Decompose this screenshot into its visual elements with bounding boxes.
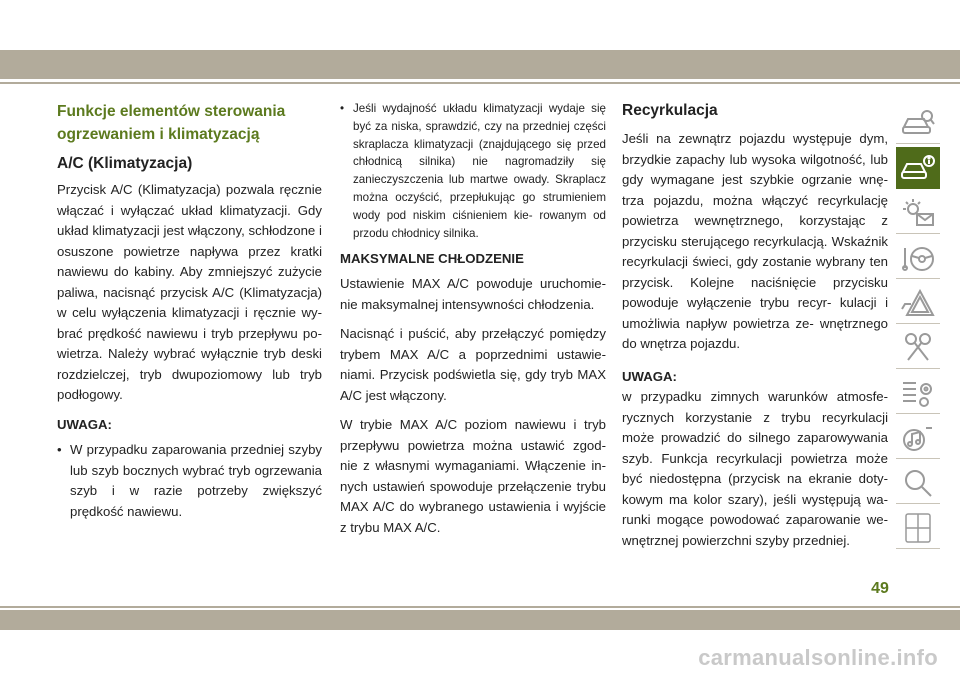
condenser-bullet bbox=[340, 100, 606, 242]
section-title-line-1: Funkcje elementów sterowania bbox=[57, 103, 286, 120]
watermark: carmanualsonline.info bbox=[698, 645, 938, 670]
warning-lights-message-icon bbox=[900, 197, 936, 229]
tab-warning-lights[interactable] bbox=[896, 192, 940, 234]
section-title-line-2: ogrzewaniem i klimatyzacją bbox=[57, 126, 260, 143]
column-3 bbox=[622, 100, 888, 560]
max-cooling-heading: MAKSYMALNE CHŁODZENIE bbox=[340, 251, 524, 267]
steering-wheel-airbag-icon bbox=[900, 242, 936, 274]
page-number: 49 bbox=[871, 580, 889, 597]
note-bullet-text: W przypadku zaparowania przedniej szyby lub szyb bocznych wybrać tryb ogrzewania szyb i w razie potrzeby zwiększyć prędkość nawiewu. bbox=[70, 442, 322, 519]
top-decorative-band bbox=[0, 50, 960, 79]
max-ac-paragraph-3: W trybie MAX A/C poziom nawiewu i tryb przepływu powietrza można ustawić zgod- nie z własnymi wymaganiami. Włączenie in- nych ustawień spowoduje przełączenie trybu MAX A/C do wybranego ustawienia i wyjście z trybu MAX A/C. bbox=[340, 417, 606, 535]
note-bullet bbox=[57, 440, 322, 522]
index-alphabet-icon bbox=[900, 512, 936, 544]
subsection-title: A/C (Klimatyzacja) bbox=[57, 155, 193, 172]
column-1 bbox=[57, 100, 322, 530]
car-magnifier-icon bbox=[900, 107, 936, 139]
tab-car-info[interactable] bbox=[896, 147, 940, 189]
hazard-triangle-car-icon bbox=[900, 287, 936, 319]
bottom-decorative-band bbox=[0, 610, 960, 630]
note-heading: UWAGA: bbox=[57, 416, 112, 432]
tab-index[interactable] bbox=[896, 507, 940, 549]
note-heading: UWAGA: bbox=[622, 368, 677, 384]
tab-search[interactable] bbox=[896, 462, 940, 504]
max-ac-paragraph-1: Ustawienie MAX A/C powoduje uruchomie- nie maksymalnej intensywności chłodzenia. bbox=[340, 276, 606, 312]
max-ac-paragraph-2: Nacisnąć i puścić, aby przełączyć pomiędzy trybem MAX A/C a poprzednimi ustawie- niami. Przycisk podświetla się, gdy tryb MAX A/C jest włączony. bbox=[340, 326, 606, 403]
search-magnifier-icon bbox=[900, 467, 936, 499]
ac-paragraph: Przycisk A/C (Klimatyzacja) pozwala ręcznie włączać i wyłączać układ klimatyzacji. Gdy układ klimatyzacji jest włączony, schłodzone i osuszone powietrze napływa przez kratki nawiewu do kabiny. Aby zmniejszyć zużycie paliwa, nacisnąć przycisk A/C (Klimatyzacja) w celu wyłączenia klimatyzacji i ręcznie wy- brać prędkość nawiewu i tryb przepływu po- wietrza. Należy wybrać wyłącznie tryb deski rozdzielczej, tryb dwupoziomowy lub tryb podłogowy. bbox=[57, 182, 322, 402]
column-2 bbox=[340, 100, 606, 547]
car-info-icon bbox=[900, 152, 936, 184]
tab-specifications[interactable] bbox=[896, 372, 940, 414]
tab-maintenance[interactable] bbox=[896, 327, 940, 369]
bullet-dot: • bbox=[57, 442, 62, 457]
chapter-tabs bbox=[896, 102, 940, 552]
tab-hazard[interactable] bbox=[896, 282, 940, 324]
bullet-dot: • bbox=[340, 102, 345, 115]
wrench-maintenance-icon bbox=[900, 332, 936, 364]
tab-multimedia[interactable] bbox=[896, 417, 940, 459]
condenser-bullet-text: Jeśli wydajność układu klimatyzacji wydaje się być za niska, sprawdzić, czy na przedniej części skraplacza klimatyzacji (znajdującego się przed chłodnicą silnika) nie nagromadziły się zanieczyszczenia lub martwe owady. Skraplacz można oczyścić, przepłukując go strumieniem wody pod niskim ciśnieniem kie- rowanym od przodu chłodnicy silnika. bbox=[353, 102, 606, 240]
recirculation-paragraph: Jeśli na zewnątrz pojazdu występuje dym, brzydkie zapachy lub wysoka wilgotność, lub gdy wymagane jest szybkie ogrzanie wnę- trza pojazdu, można włączyć recyrkulację powietrza wewnętrznego, korzystając z przycisku sterującego recyrkulacją. Wskaźnik recyrkulacji świeci, gdy zostanie wybrany ten przycisk. Kolejne naciśnięcie przycisku powoduje wyłączenie trybu recyr- kulacji i umożliwia napływ powietrza ze- wnętrznego do wnętrza pojazdu. bbox=[622, 131, 888, 351]
specifications-gears-icon bbox=[900, 377, 936, 409]
bottom-divider bbox=[0, 606, 960, 608]
recirculation-heading: Recyrkulacja bbox=[622, 102, 718, 119]
tab-car-magnifier[interactable] bbox=[896, 102, 940, 144]
section-title bbox=[57, 100, 322, 146]
recirculation-note: w przypadku zimnych warunków atmosfe- rycznych korzystanie z trybu recyrkulacji może prowadzić do silnego zaparowywania szyb. Funkcja recyrkulacji powietrza może być niedostępna (przycisk na ekranie doty- kowym ma kolor szary), jeśli występują wa- runki mogące powodować zaparowanie we- wnętrznej powierzchni szyby przedniej. bbox=[622, 389, 888, 548]
multimedia-note-icon bbox=[900, 422, 936, 454]
tab-steering-wheel[interactable] bbox=[896, 237, 940, 279]
top-divider bbox=[0, 82, 960, 84]
